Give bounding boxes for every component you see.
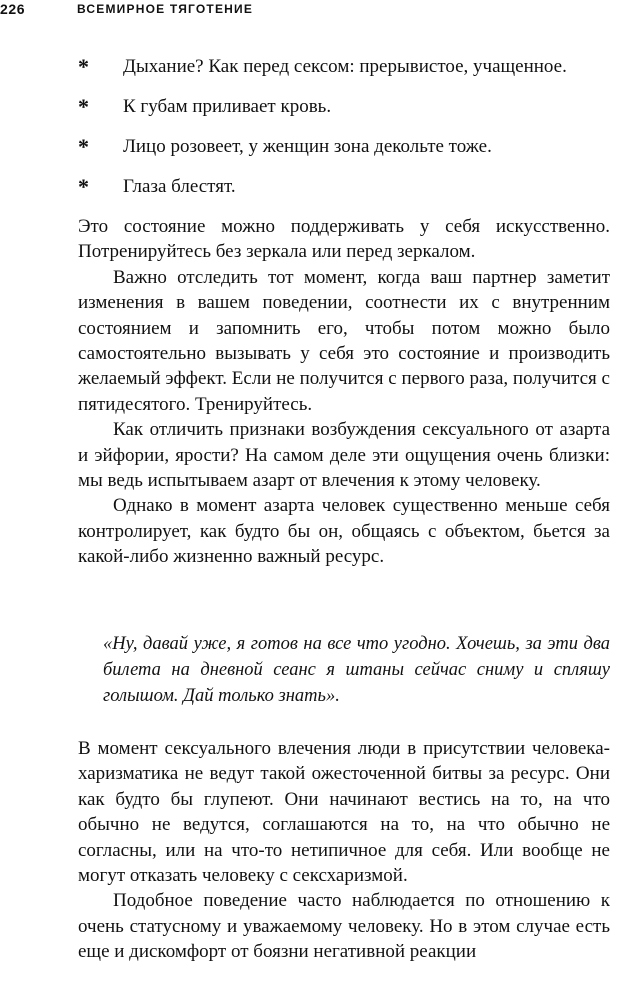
bullet-text: Дыхание? Как перед сексом: прерывистое, учащенное. [123,56,567,77]
asterisk-bullet-icon: * [78,174,89,199]
page-number: 226 [0,1,26,17]
bullet-list [78,54,618,214]
paragraph: Однако в момент азарта человек существенно меньше себя контролирует, как будто бы он, общаясь с объектом, бьется за какой-либо жизненно важный ресурс. [78,495,610,568]
list-item [78,94,618,134]
body-text-section-2 [78,736,610,965]
list-item [78,54,618,94]
list-item [78,134,618,174]
paragraph: В момент сексуального влечения люди в присутствии человека-харизматика не ведут такой ожесточенной битвы за ресурс. Они как будто бы глупеют. Они начинают вестись на то, на что обычно не ведутся, соглашаются на то, на что обычно не согласны, или на что-то нетипичное для себя. Или вообще не могут отказать человеку с сексхаризмой. [78,738,610,887]
list-item [78,174,618,214]
asterisk-bullet-icon: * [78,94,89,119]
body-text-section-1 [78,214,610,570]
running-header [0,0,620,18]
bullet-text: Лицо розовеет, у женщин зона декольте тоже. [123,136,492,157]
paragraph: Это состояние можно поддерживать у себя искусственно. Потренируйтесь без зеркала или перед зеркалом. [78,216,610,263]
bullet-text: К губам приливает кровь. [123,96,332,117]
asterisk-bullet-icon: * [78,134,89,159]
paragraph: Важно отследить тот момент, когда ваш партнер заметит изменения в вашем поведении, соотнести их с внутренним состоянием и запомнить его, чтобы потом можно было самостоятельно вызывать у себя это состояние и производить желаемый эффект. Если не получится с первого раза, получится с пятидесятого. Тренируйтесь. [78,266,610,415]
asterisk-bullet-icon: * [78,54,89,79]
running-title: ВСЕМИРНОЕ ТЯГОТЕНИЕ [77,2,254,16]
bullet-text: Глаза блестят. [123,176,236,197]
paragraph: Как отличить признаки возбуждения сексуального от азарта и эйфории, ярости? На самом деле эти ощущения очень близки: мы ведь испытываем азарт от влечения к этому человеку. [78,419,610,492]
paragraph: Подобное поведение часто наблюдается по отношению к очень статусному и уважаемому человеку. Но в этом случае есть еще и дискомфорт от боязни негативной реакции [78,890,610,963]
block-quote: «Ну, давай уже, я готов на все что угодно. Хочешь, за эти два билета на дневной сеанс я штаны сейчас сниму и спляшу голышом. Дай только знать». [103,634,610,706]
